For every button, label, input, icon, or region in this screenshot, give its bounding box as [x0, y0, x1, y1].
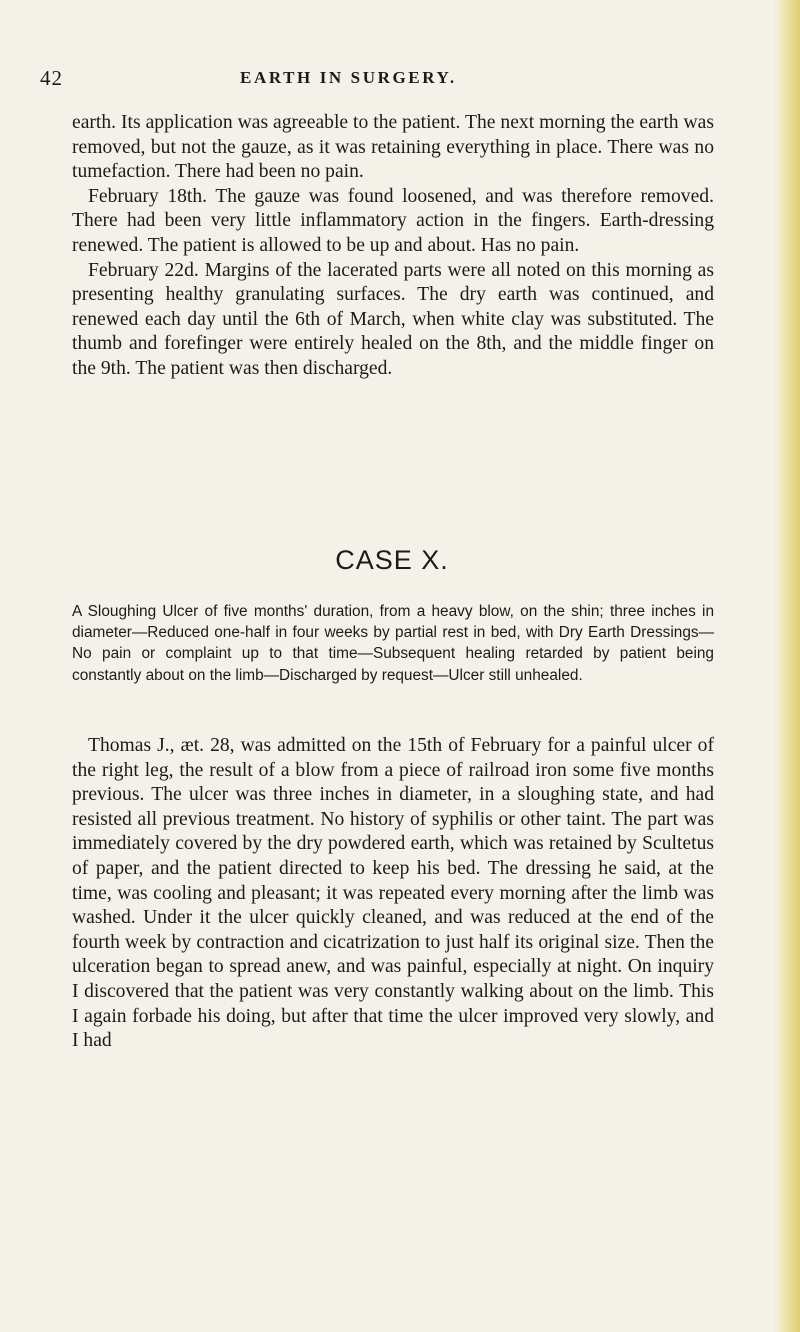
page-number: 42: [40, 66, 63, 90]
page-edge-discoloration: [774, 0, 800, 1332]
paragraph-case-narrative: Thomas J., æt. 28, was admitted on the 15th of February for a painful ulcer of the right leg, the result of a blow from a piece of railroad iron some five months previous. The ulcer was three inches in diameter, in a sloughing state, and had resisted all previous treatment. No history of syphilis or other taint. The part was immediately covered by the dry powdered earth, which was retained by Scultetus of paper, and the patient directed to keep his bed. The dressing he said, at the time, was cooling and pleasant; it was repeated every morning after the limb was washed. Under it the ulcer quickly cleaned, and was reduced at the end of the fourth week by contraction and cicatrization to just half its original size. Then the ulceration began to spread anew, and was painful, especially at night. On inquiry I discovered that the patient was very constantly walking about on the limb. This I again forbade his doing, but after that time the ulcer improved very slowly, and I had: [72, 735, 714, 1052]
top-text-block: [72, 111, 714, 382]
case-summary: A Sloughing Ulcer of five months' duration, from a heavy blow, on the shin; three inches in diameter—Reduced one-half in four weeks by partial rest in bed, with Dry Earth Dressings—No pain or complaint up to that time—Subsequent healing retarded by patient being constantly about on the limb—Discharged by request—Ulcer still unhealed.: [72, 603, 714, 684]
page-header: [40, 66, 740, 90]
paragraph-feb-22: February 22d. Margins of the lacerated parts were all noted on this morning as presenting healthy granulating surfaces. The dry earth was continued, and renewed each day until the 6th of March, when white clay was substituted. The thumb and forefinger were entirely healed on the 8th, and the middle finger on the 9th. The patient was then discharged.: [72, 259, 714, 379]
paragraph-continuation: earth. Its application was agreeable to the patient. The next morning the earth was removed, but not the gauze, as it was retaining everything in place. There was no tumefaction. There had been no pain.: [72, 112, 714, 183]
bottom-text-block: [72, 734, 714, 1054]
running-head: EARTH IN SURGERY.: [240, 68, 457, 87]
case-heading: CASE X.: [335, 545, 449, 575]
paragraph-feb-18: February 18th. The gauze was found loosened, and was therefore removed. There had been very little inflammatory action in the fingers. Earth-dressing renewed. The patient is allowed to be up and about. Has no pain.: [72, 185, 714, 256]
